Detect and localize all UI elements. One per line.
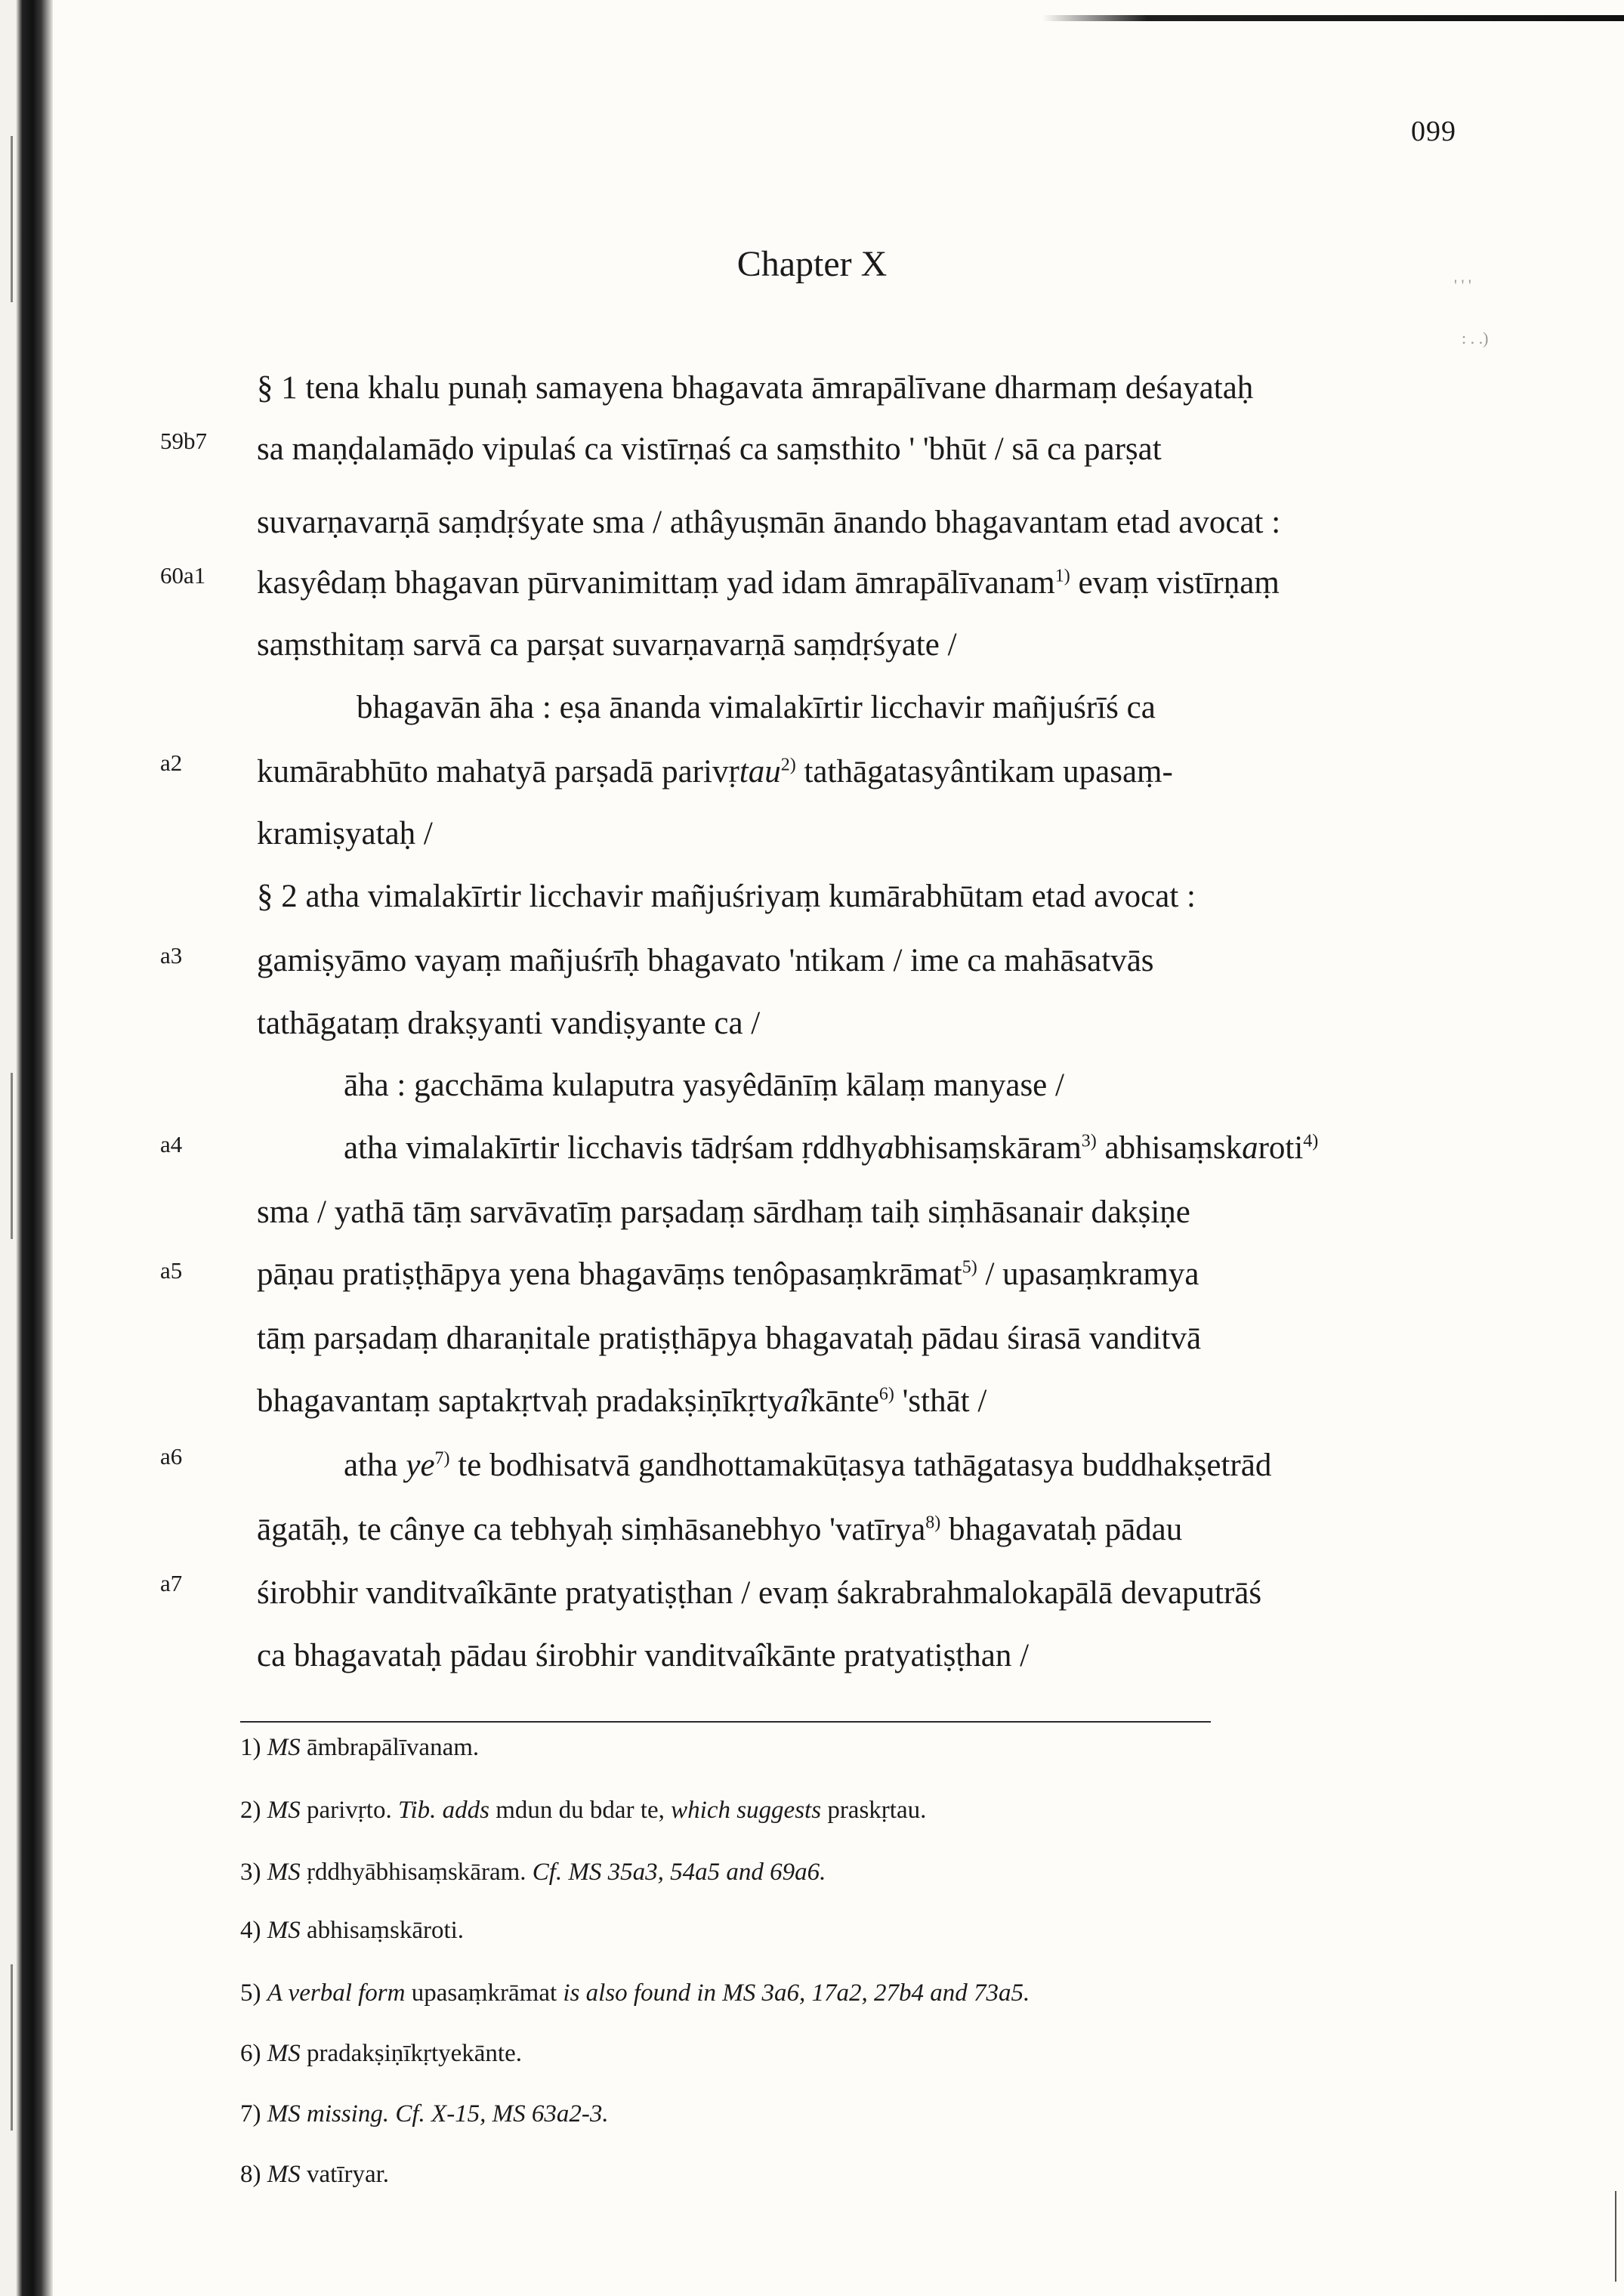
footnote: 2) MS parivṛto. Tib. adds mdun du bdar te, which suggests praskṛtau. (240, 1797, 927, 1824)
chapter-title: Chapter X (736, 244, 888, 284)
book-spine-shadow (0, 0, 53, 2296)
text-line: kasyêdaṃ bhagavan pūrvanimittaṃ yad idam āmrapālīvanam$^{1)}$ evaṃ vistīrṇaṃ (257, 565, 1280, 601)
margin-ref: a4 (160, 1131, 183, 1157)
text-line: tathāgataṃ drakṣyanti vandiṣyante ca / (257, 1006, 761, 1041)
text-line: ca bhagavataḥ pādau śirobhir vanditvaîkānte pratyatiṣṭhan / (257, 1638, 1030, 1673)
scan-edge-mark (1615, 2191, 1616, 2282)
text-line: āha : gacchāma kulaputra yasyêdānīṃ kālaṃ manyase / (344, 1068, 1064, 1103)
text-line: bhagavān āha : eṣa ānanda vimalakīrtir licchavir mañjuśrīś ca (357, 690, 1156, 725)
scan-top-rule (1042, 15, 1624, 21)
text-line: tāṃ parṣadaṃ dharaṇitale pratiṣṭhāpya bhagavataḥ pādau śirasā vanditvā (257, 1321, 1202, 1356)
margin-ref: a7 (160, 1570, 183, 1596)
footnote-rule (240, 1721, 1211, 1723)
footnote: 6) MS pradakṣiṇīkṛtyekānte. (240, 2040, 522, 2067)
margin-ref: a5 (160, 1257, 183, 1284)
footnote: 7) MS missing. Cf. X-15, MS 63a2-3. (240, 2100, 609, 2128)
margin-ref: a6 (160, 1443, 183, 1469)
text-line: kramiṣyataḥ / (257, 816, 433, 851)
footnote: 1) MS āmbrapālīvanam. (240, 1734, 480, 1761)
footnote: 4) MS abhisaṃskāroti. (240, 1917, 465, 1944)
margin-ref: 60a1 (160, 562, 206, 589)
text-line: atha vimalakīrtir licchavis tādṛśam ṛddhyabhisaṃskāram$^{3)}$ abhisaṃskaroti$^{4)}$ (344, 1130, 1319, 1166)
page-number: 099 (1411, 116, 1456, 147)
spine-speck (11, 1964, 13, 2131)
marginal-speck: : . .) (1462, 329, 1489, 348)
footnote: 8) MS vatīryar. (240, 2161, 390, 2188)
text-line: āgatāḥ, te cânye ca tebhyaḥ siṃhāsanebhyo 'vatīrya$^{8)}$ bhagavataḥ pādau (257, 1512, 1183, 1547)
text-line: saṃsthitaṃ sarvā ca parṣat suvarṇavarṇā saṃdṛśyate / (257, 627, 957, 663)
text-line: atha $ye^{7)}$ te bodhisatvā gandhottamakūṭasya tathāgatasya buddhakṣetrād (344, 1448, 1272, 1483)
text-line: sma / yathā tāṃ sarvāvatīṃ parṣadaṃ sārdhaṃ taiḥ siṃhāsanair dakṣiṇe (257, 1194, 1190, 1230)
text-line: suvarṇavarṇā saṃdṛśyate sma / athâyuṣmān ānando bhagavantam etad avocat : (257, 505, 1281, 540)
footnote: 3) MS ṛddhyābhisaṃskāram. Cf. MS 35a3, 54a5 and 69a6. (240, 1859, 826, 1886)
margin-ref: 59b7 (160, 428, 207, 454)
text-line: śirobhir vanditvaîkānte pratyatiṣṭhan / evaṃ śakrabrahmalokapālā devaputrāś (257, 1575, 1262, 1611)
text-line: kumārabhūto mahatyā parṣadā parivṛtau$^{2)}$ tathāgatasyântikam upasaṃ- (257, 754, 1173, 790)
text-line: bhagavantaṃ saptakṛtvaḥ pradakṣiṇīkṛtyaîkānte$^{6)}$ 'sthāt / (257, 1383, 987, 1419)
text-line: gamiṣyāmo vayaṃ mañjuśrīḥ bhagavato 'ntikam / ime ca mahāsatvās (257, 943, 1154, 978)
text-line: pāṇau pratiṣṭhāpya yena bhagavāṃs tenôpasaṃkrāmat$^{5)}$ / upasaṃkramya (257, 1256, 1199, 1292)
text-line: § 2 atha vimalakīrtir licchavir mañjuśriyaṃ kumārabhūtam etad avocat : (257, 879, 1196, 914)
footnote: 5) A verbal form upasaṃkrāmat is also found in MS 3a6, 17a2, 27b4 and 73a5. (240, 1979, 1030, 2007)
text-line: sa maṇḍalamāḍo vipulaś ca vistīrṇaś ca saṃsthito ' 'bhūt / sā ca parṣat (257, 431, 1162, 467)
margin-ref: a2 (160, 749, 183, 776)
spine-speck (11, 1073, 13, 1239)
margin-ref: a3 (160, 942, 183, 969)
text-line: § 1 tena khalu punaḥ samayena bhagavata āmrapālīvane dharmaṃ deśayataḥ (257, 370, 1254, 406)
marginal-speck: ' ' ' (1454, 276, 1471, 295)
